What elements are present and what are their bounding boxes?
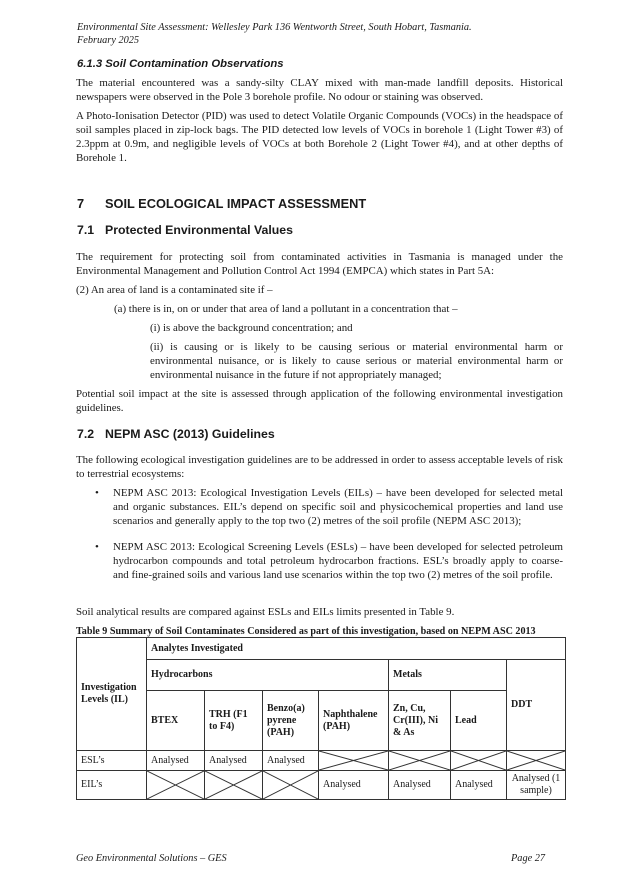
header-metals: Metals — [389, 660, 507, 691]
header-investigation-levels: Investigation Levels (IL) — [77, 638, 147, 751]
section-7-1-heading — [77, 223, 293, 237]
section-number: 7 — [77, 196, 85, 211]
quote-line: (2) An area of land is a contaminated site if – — [76, 284, 273, 296]
footer-page-number: Page 27 — [511, 853, 546, 864]
cell-value: Analysed — [147, 751, 205, 771]
section-6-1-3-heading: 6.1.3 Soil Contamination Observations — [77, 58, 284, 70]
table-row — [77, 751, 566, 771]
bullet-item: NEPM ASC 2013: Ecological Investigation Levels (EILs) – have been developed for selected metal and organic substances. EIL’s depend on specific soil and physicochemical properties and land use scenarios and generally apply to the top two (2) metres of the soil profile (NEPM ASC 2013); — [113, 487, 563, 527]
page-header — [77, 21, 557, 47]
paragraph: The material encountered was a sandy-silty CLAY mixed with man-made landfill deposits. Historical newspapers were observed in the Pole 3 borehole profile. No odour or staining was observed. — [76, 77, 563, 103]
header-date: February 2025 — [77, 35, 140, 46]
not-applicable-cell — [205, 771, 263, 800]
section-7-2-heading — [77, 427, 275, 441]
cell-value: Analysed — [451, 771, 507, 800]
cell-value: Analysed — [389, 771, 451, 800]
header-title: Environmental Site Assessment: Wellesley Park 136 Wentworth Street, South Hobart, Tasmania. — [77, 22, 472, 33]
paragraph: The following ecological investigation guidelines are to be addressed in order to assess acceptable levels of risk to terrestrial ecosystems: — [76, 454, 563, 480]
section-title: SOIL ECOLOGICAL IMPACT ASSESSMENT — [105, 196, 367, 211]
paragraph: The requirement for protecting soil from contaminated activities in Tasmania is managed under the Environmental Management and Pollution Control Act 1994 (EMPCA) which states in Part 5A: — [76, 251, 563, 277]
col-metals: Zn, Cu, Cr(III), Ni & As — [389, 691, 451, 751]
row-label-eil: EIL’s — [77, 771, 147, 800]
not-applicable-cell — [507, 751, 566, 771]
bullet-item: NEPM ASC 2013: Ecological Screening Levels (ESLs) – have been developed for selected petroleum hydrocarbon compounds and total petroleum hydrocarbon fractions. ESL’s broadly apply to coarse- and fine-grained soils and various land use scenarios within the top two (2) metres of the soil profile. — [113, 541, 563, 581]
cell-value: Analysed — [205, 751, 263, 771]
cell-value: Analysed — [263, 751, 319, 771]
col-naphthalene: Naphthalene (PAH) — [319, 691, 389, 751]
table-caption: Table 9 Summary of Soil Contaminates Considered as part of this investigation, based on NEPM ASC 2013 — [76, 626, 536, 637]
not-applicable-cell — [451, 751, 507, 771]
header-analytes: Analytes Investigated — [147, 638, 566, 660]
not-applicable-cell — [263, 771, 319, 800]
quote-line: (a) there is in, on or under that area of land a pollutant in a concentration that – — [114, 303, 458, 315]
contaminants-table — [76, 637, 566, 800]
cell-value: Analysed (1 sample) — [507, 771, 566, 800]
quote-line: (i) is above the background concentration; and — [150, 322, 353, 334]
not-applicable-cell — [389, 751, 451, 771]
header-ddt: DDT — [507, 660, 566, 751]
col-trh: TRH (F1 to F4) — [205, 691, 263, 751]
table-row — [77, 771, 566, 800]
section-number: 7.1 — [77, 223, 95, 237]
cell-value: Analysed — [319, 771, 389, 800]
paragraph: Soil analytical results are compared against ESLs and EILs limits presented in Table 9. — [76, 606, 455, 618]
section-title: NEPM ASC (2013) Guidelines — [105, 427, 275, 441]
not-applicable-cell — [147, 771, 205, 800]
col-benzo: Benzo(a) pyrene (PAH) — [263, 691, 319, 751]
quote-line: (ii) is causing or is likely to be causing serious or material environmental harm or environmental nuisance, or is likely to cause serious or material environmental harm or environmental nuisance in the future if not appropriately managed; — [150, 341, 563, 381]
header-hydrocarbons: Hydrocarbons — [147, 660, 389, 691]
bullet-icon: • — [95, 487, 99, 499]
paragraph: Potential soil impact at the site is assessed through application of the following environmental investigation guidelines. — [76, 388, 563, 414]
col-lead: Lead — [451, 691, 507, 751]
paragraph: A Photo-Ionisation Detector (PID) was used to detect Volatile Organic Compounds (VOCs) in the headspace of soil samples placed in zip-lock bags. The PID detected low levels of VOCs in borehole 1 (Light Tower #3) of 2.3ppm at 0.9m, and negligible levels of VOCs at both Borehole 2 (Light Tower #4), and at other depths of Borehole 1. — [76, 110, 563, 164]
row-label-esl: ESL’s — [77, 751, 147, 771]
bullet-icon: • — [95, 541, 99, 553]
col-btex: BTEX — [147, 691, 205, 751]
section-7-heading — [77, 196, 366, 211]
section-title: Protected Environmental Values — [105, 223, 293, 237]
footer-company: Geo Environmental Solutions – GES — [76, 853, 227, 864]
section-number: 7.2 — [77, 427, 95, 441]
not-applicable-cell — [319, 751, 389, 771]
